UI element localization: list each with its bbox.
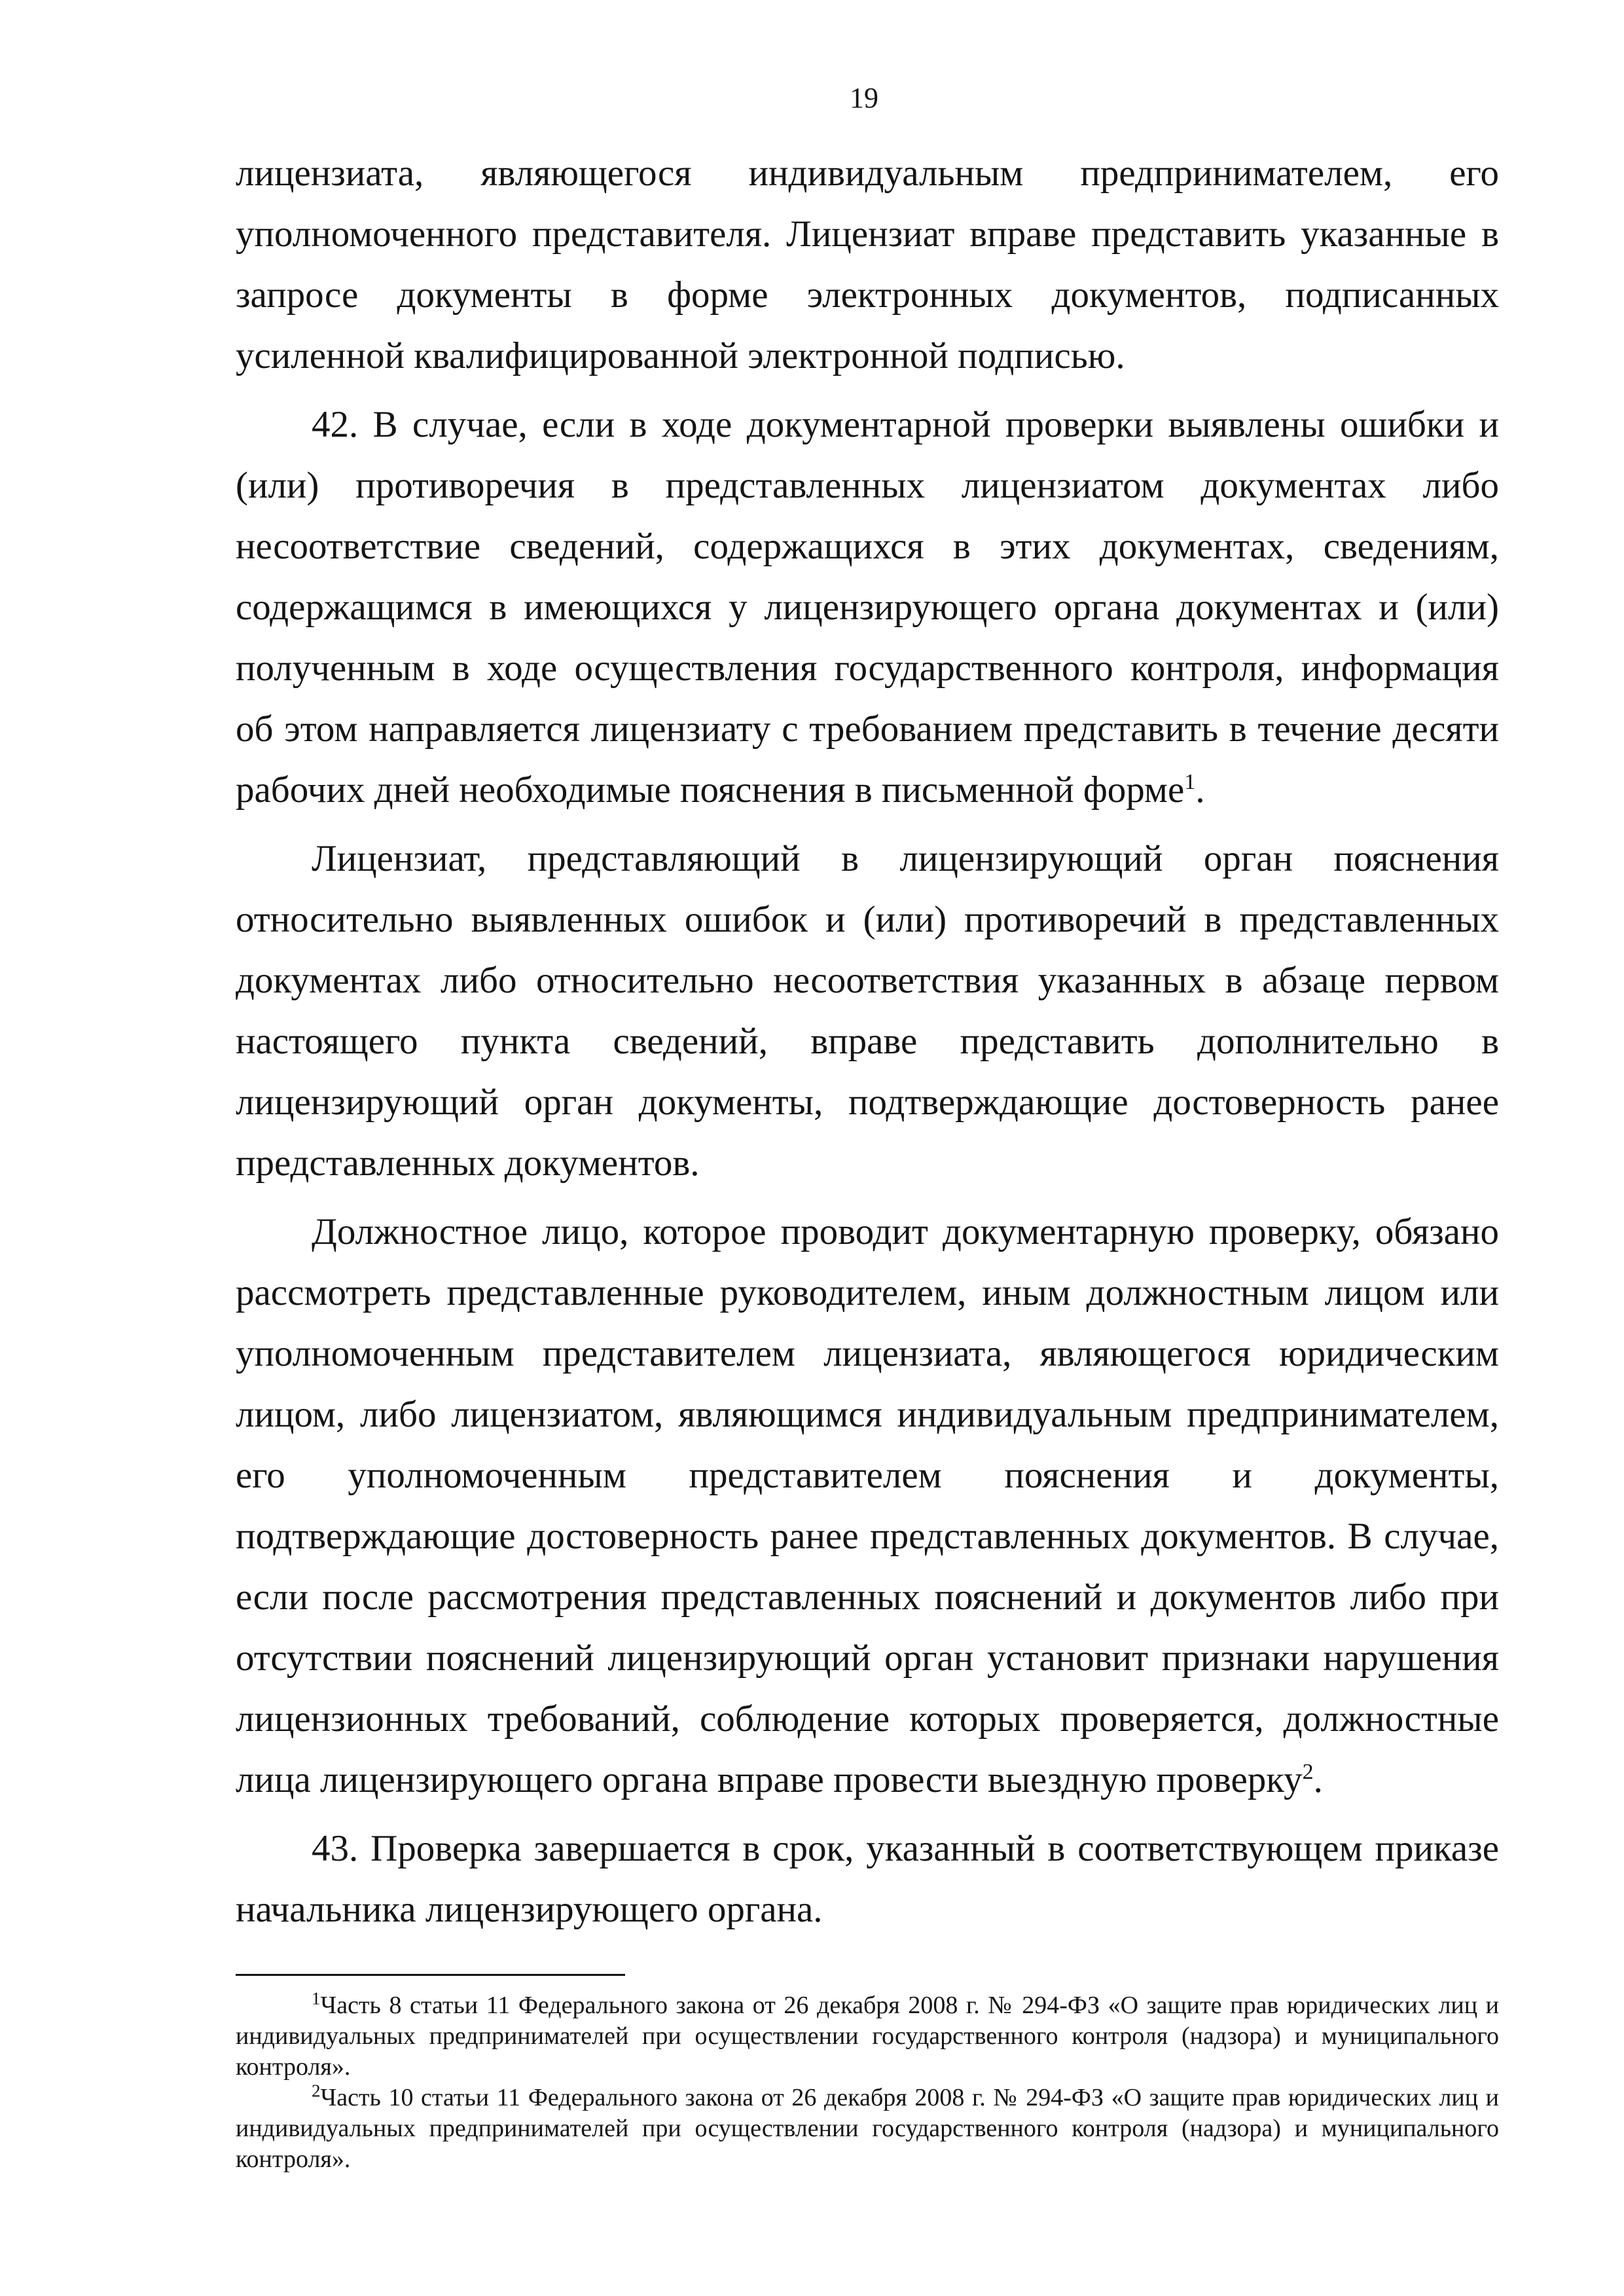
- paragraph-item-42: [236, 394, 1499, 820]
- document-body: [236, 143, 1499, 1940]
- footnote-text: Часть 8 статьи 11 Федерального закона от 26 декабря 2008 г. № 294-ФЗ «О защите прав юридических лиц и индивидуальных предпринимателей при осуществлении государственного контроля (надзора) и муниципального контроля».: [236, 1992, 1499, 2081]
- footnote-text: Часть 10 статьи 11 Федерального закона от 26 декабря 2008 г. № 294-ФЗ «О защите прав юридических лиц и индивидуальных предпринимателей при осуществлении государственного контроля (надзора) и муниципального контроля».: [236, 2084, 1499, 2173]
- footnote-mark: 1: [312, 1988, 321, 2009]
- paragraph-text: Лицензиат, представляющий в лицензирующий орган пояснения относительно выявленных ошибок и (или) противоречий в представленных документах либо относительно несоответствия указанных в абзаце первом настоящего пункта сведений, вправе представить дополнительно в лицензирующий орган документы, подтверждающие достоверность ранее представленных документов.: [236, 838, 1499, 1184]
- paragraph-tail: .: [1313, 1759, 1323, 1800]
- paragraph-text: 43. Проверка завершается в срок, указанный в соответствующем приказе начальника лицензирующего органа.: [236, 1828, 1499, 1930]
- paragraph-continuation: [236, 143, 1499, 386]
- paragraph-text: 42. В случае, если в ходе документарной проверки выявлены ошибки и (или) противоречия в представленных лицензиатом документах либо несоответствие сведений, содержащихся в этих документах, сведениям, содержащимся в имеющихся у лицензирующего органа документах и (или) полученным в ходе осуществления государственного контроля, информация об этом направляется лицензиату с требованием представить в течение десяти рабочих дней необходимые пояснения в письменной форме: [236, 404, 1499, 811]
- footnote-mark: 2: [312, 2081, 321, 2101]
- page-number: 19: [850, 82, 878, 114]
- paragraph-official: [236, 1201, 1499, 1810]
- footnote-2: [236, 2083, 1499, 2175]
- paragraph-text: Должностное лицо, которое проводит документарную проверку, обязано рассмотреть представленные руководителем, иным должностным лицом или уполномоченным представителем лицензиата, являющегося юридическим лицом, либо лицензиатом, являющимся индивидуальным предпринимателем, его уполномоченным представителем пояснения и документы, подтверждающие достоверность ранее представленных документов. В случае, если после рассмотрения представленных пояснений и документов либо при отсутствии пояснений лицензирующий орган установит признаки нарушения лицензионных требований, соблюдение которых проверяется, должностные лица лицензирующего органа вправе провести выездную проверку: [236, 1211, 1499, 1800]
- paragraph-tail: .: [1195, 769, 1205, 811]
- paragraph-item-43: [236, 1818, 1499, 1940]
- footnotes: [236, 1990, 1499, 2175]
- paragraph-text: лицензиата, являющегося индивидуальным предпринимателем, его уполномоченного представителя. Лицензиат вправе представить указанные в запросе документы в форме электронных документов, подписанных усиленной квалифицированной электронной подписью.: [236, 153, 1499, 376]
- footnote-separator: [236, 1974, 625, 1976]
- footnote-ref-1[interactable]: 1: [1184, 770, 1196, 794]
- footnote-1: [236, 1990, 1499, 2083]
- footnote-ref-2[interactable]: 2: [1302, 1760, 1314, 1784]
- paragraph-licensee: [236, 828, 1499, 1194]
